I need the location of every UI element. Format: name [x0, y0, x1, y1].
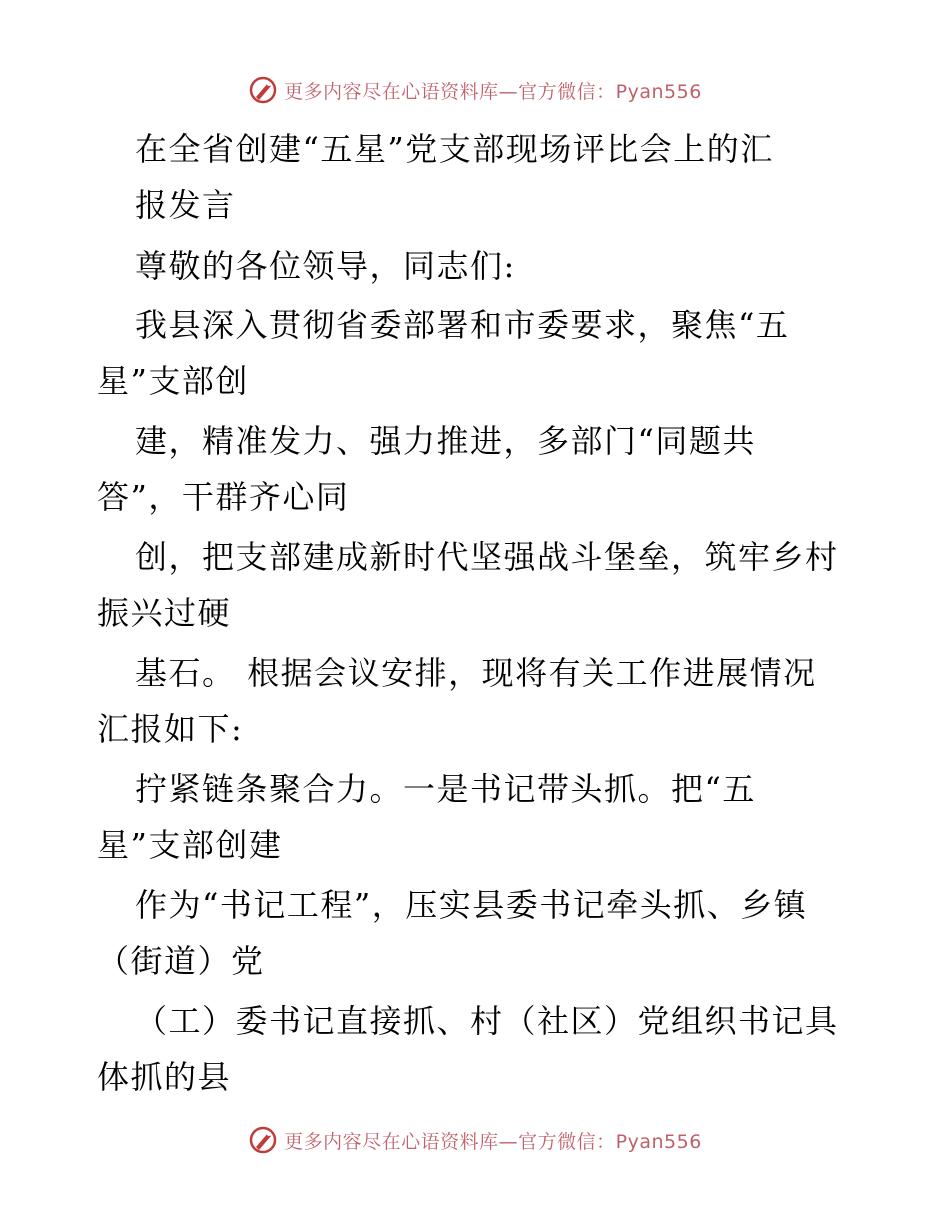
footer-banner-text: 更多内容尽在心语资料库—官方微信：Pyan556	[284, 1130, 702, 1153]
doc-line-title-2: 报发言	[135, 186, 236, 224]
doc-line: 汇报如下:	[97, 710, 244, 748]
doc-line-salutation: 尊敬的各位领导，同志们:	[135, 247, 516, 285]
doc-line: 星”支部创	[97, 362, 249, 400]
pen-nib-logo-icon	[248, 1125, 278, 1155]
doc-line: 创，把支部建成新时代坚强战斗堡垒，筑牢乡村	[135, 538, 839, 576]
pen-nib-logo-icon	[248, 75, 278, 105]
doc-line: 拧紧链条聚合力。一是书记带头抓。把“五	[135, 770, 756, 808]
doc-line: 体抓的县	[97, 1058, 232, 1096]
doc-line: 振兴过硬	[97, 594, 232, 632]
doc-line: 答”，干群齐心同	[97, 478, 350, 516]
doc-line: （工）委书记直接抓、村（社区）党组织书记具	[135, 1002, 839, 1040]
header-banner	[0, 70, 950, 110]
doc-line: 建，精准发力、强力推进，多部门“同题共	[135, 422, 756, 460]
header-banner-text: 更多内容尽在心语资料库—官方微信：Pyan556	[284, 80, 702, 103]
doc-line: 星”支部创建	[97, 826, 283, 864]
doc-line: 作为“书记工程”，压实县委书记牵头抓、乡镇	[135, 886, 808, 924]
doc-line: （街道）党	[97, 942, 265, 980]
doc-line: 我县深入贯彻省委部署和市委要求，聚焦“五	[135, 306, 790, 344]
doc-line: 基石。 根据会议安排，现将有关工作进展情况	[135, 654, 817, 692]
doc-line-title-1: 在全省创建“五星”党支部现场评比会上的汇	[135, 130, 774, 168]
footer-banner	[0, 1120, 950, 1160]
